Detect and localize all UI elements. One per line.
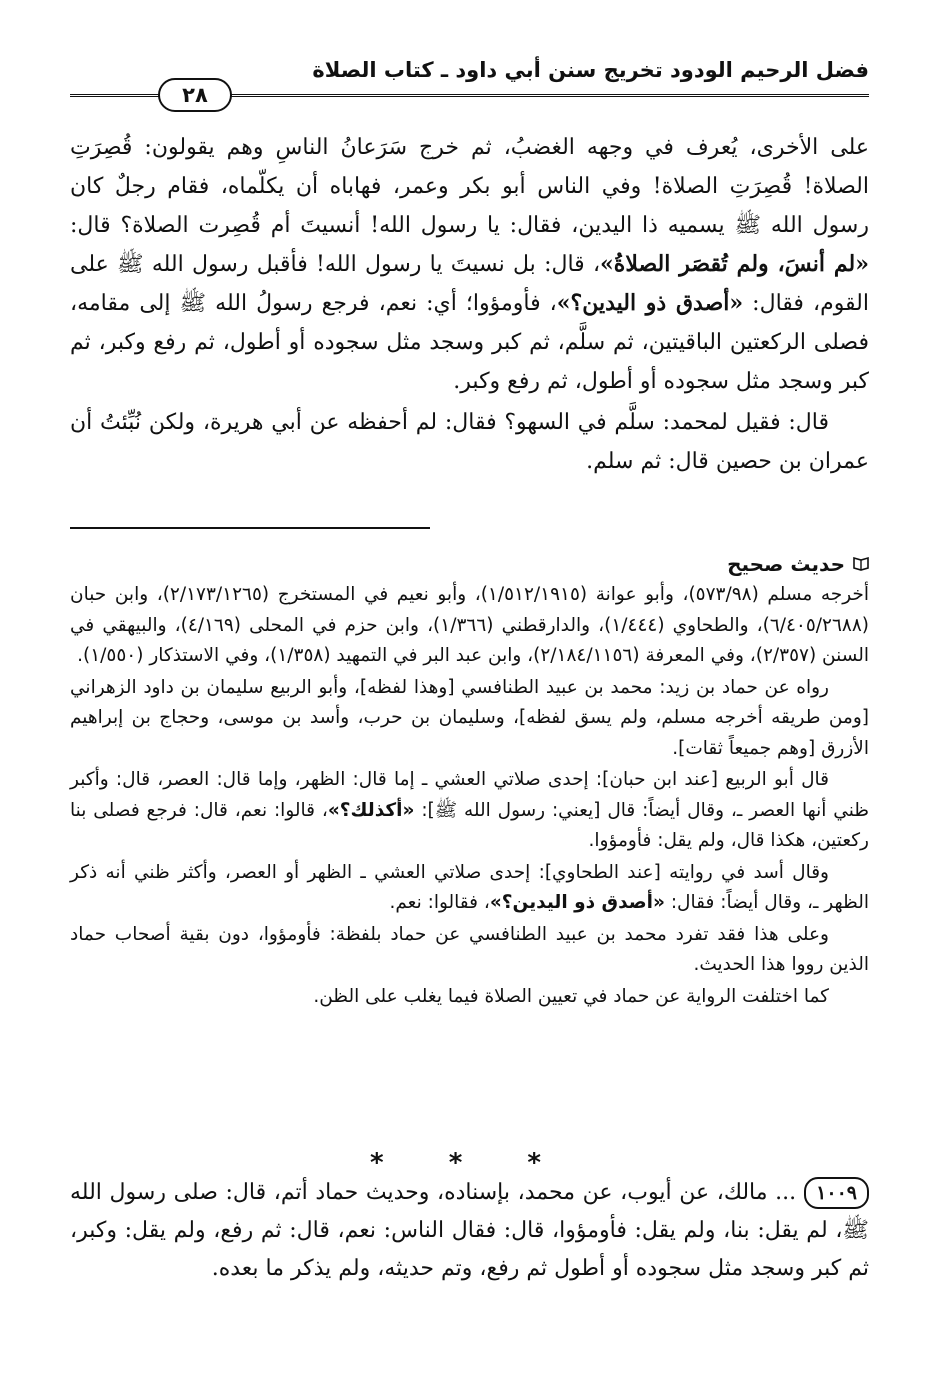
text-span: ، قال: بل نسيتَ يا رسول الله! فأقبل رسول الله ﷺ على القوم، فقال: [70,252,869,316]
hadith-paragraph [70,1174,869,1288]
body-paragraph [70,128,869,401]
commentary [70,548,869,1012]
grading-heading [70,548,869,580]
text-span: ... مالك، عن أيوب، عن محمد، بإسناده، وحديث حماد أتم، قال: صلى رسول الله ﷺ، لم يقل: بنا، ولم يقل: فأومؤوا، قال: فقال الناس: نعم، قال: ثم رفع، ولم يقل: وكبر، ثم كبر وسجد مثل سجوده أو أطول ثم رفع، وتم حديثه، ولم يذكر ما بعده. [70,1180,869,1281]
text-span: قال أبو الربيع [عند ابن حبان]: إحدى صلاتي العشي ـ إما قال: الظهر، وإما قال: العصر، قال: وأكبر ظني أنها العصر ـ، وقال أيضاً: قال [يعني: رسول الله ﷺ]: [70,769,870,821]
footnote-separator [70,527,430,529]
running-title: فضل الرحيم الودود تخريج سنن أبي داود ـ كتاب الصلاة [312,58,869,82]
prophetic-quote: «أكذلك؟» [327,799,415,821]
takhrij-paragraph [70,858,869,919]
hadith-number-badge: ١٠٠٩ [804,1177,869,1209]
takhrij-paragraph: كما اختلفت الرواية عن حماد في تعيين الصلاة فيما يغلب على الظن. [313,985,829,1007]
takhrij-paragraph: وعلى هذا فقد تفرد محمد بن عبيد الطنافسي عن حماد بلفظة: فأومؤوا، دون بقية أصحاب حماد الذين رووا هذا الحديث. [70,923,869,975]
takhrij-paragraph [70,765,869,857]
book-icon [853,548,869,580]
page-header [70,58,869,108]
text-span: ، فقالوا: نعم. [389,892,490,913]
takhrij-paragraph: رواه عن حماد بن زيد: محمد بن عبيد الطنافسي [وهذا لفظه]، وأبو الربيع سليمان بن داود الزهراني [ومن طريقه أخرجه مسلم، ولم يسق لفظه]، وسليمان بن حرب، وأسد بن موسى، وحجاج بن إبراهيم الأزرق [وهم جميعاً ثقات]. [70,676,869,759]
next-hadith [70,1174,869,1288]
body-paragraph: قال: فقيل لمحمد: سلَّم في السهو؟ فقال: لم أحفظه عن أبي هريرة، ولكن نُبِّئتُ أن عمران بن حصين قال: ثم سلم. [70,410,869,474]
page-number: ٢٨ [158,78,232,112]
text-span: ، قالوا: نعم، قال: فرجع فصلى بنا ركعتين، هكذا قال، ولم يقل: فأومؤوا. [70,799,869,851]
prophetic-quote: «أصدق ذو اليدين؟» [556,290,744,316]
hadith-body [70,128,869,481]
text-span: ، فأومؤوا؛ أي: نعم، فرجع رسولُ الله ﷺ إلى مقامه، فصلى الركعتين الباقيتين، ثم سلَّم، ثم كبر وسجد مثل سجوده أو أطول، ثم رفع وكبر، ثم كبر وسجد مثل سجوده أو أطول، ثم رفع وكبر. [70,291,869,394]
section-divider: * * * [370,1148,569,1178]
prophetic-quote: «أصدق ذو اليدين؟» [489,892,665,913]
grading-title: حديث صحيح [727,552,845,576]
prophetic-quote: «لم أنسَ، ولم تُقصَر الصلاةُ» [600,251,869,277]
text-span: على الأخرى، يُعرف في وجهه الغضبُ، ثم خرج سَرَعانُ الناسِ وهم يقولون: قُصِرَتِ الصلاة! قُصِرَتِ الصلاة! وفي الناس أبو بكر وعمر، فهاباه أن يكلّماه، فقام رجلٌ كان رسول الله ﷺ يسميه ذا اليدين، فقال: يا رسول الله! أنسيتَ أم قُصِرت الصلاة؟ قال: [70,135,869,238]
text-span: وقال أسد في روايته [عند الطحاوي]: إحدى صلاتي العشي ـ الظهر أو العصر، وأكثر ظني أنه ذكر الظهر ـ، وقال أيضاً: فقال: [70,861,869,913]
takhrij-paragraph: أخرجه مسلم (٥٧٣/٩٨)، وأبو عوانة (١/٥١٢/١٩١٥)، وأبو نعيم في المستخرج (٢/١٧٣/١٢٦٥)، وابن حبان (٦/٤٠٥/٢٦٨٨)، والطحاوي (١/٤٤٤)، والدارقطني (١/٣٦٦)، وابن حزم في المحلى (٤/١٦٩)، والبيهقي في السنن (٢/٣٥٧)، وفي المعرفة (٢/١٨٤/١١٥٦)، وابن عبد البر في التمهيد (١/٣٥٨)، وفي الاستذكار (١/٥٥٠). [70,584,870,666]
